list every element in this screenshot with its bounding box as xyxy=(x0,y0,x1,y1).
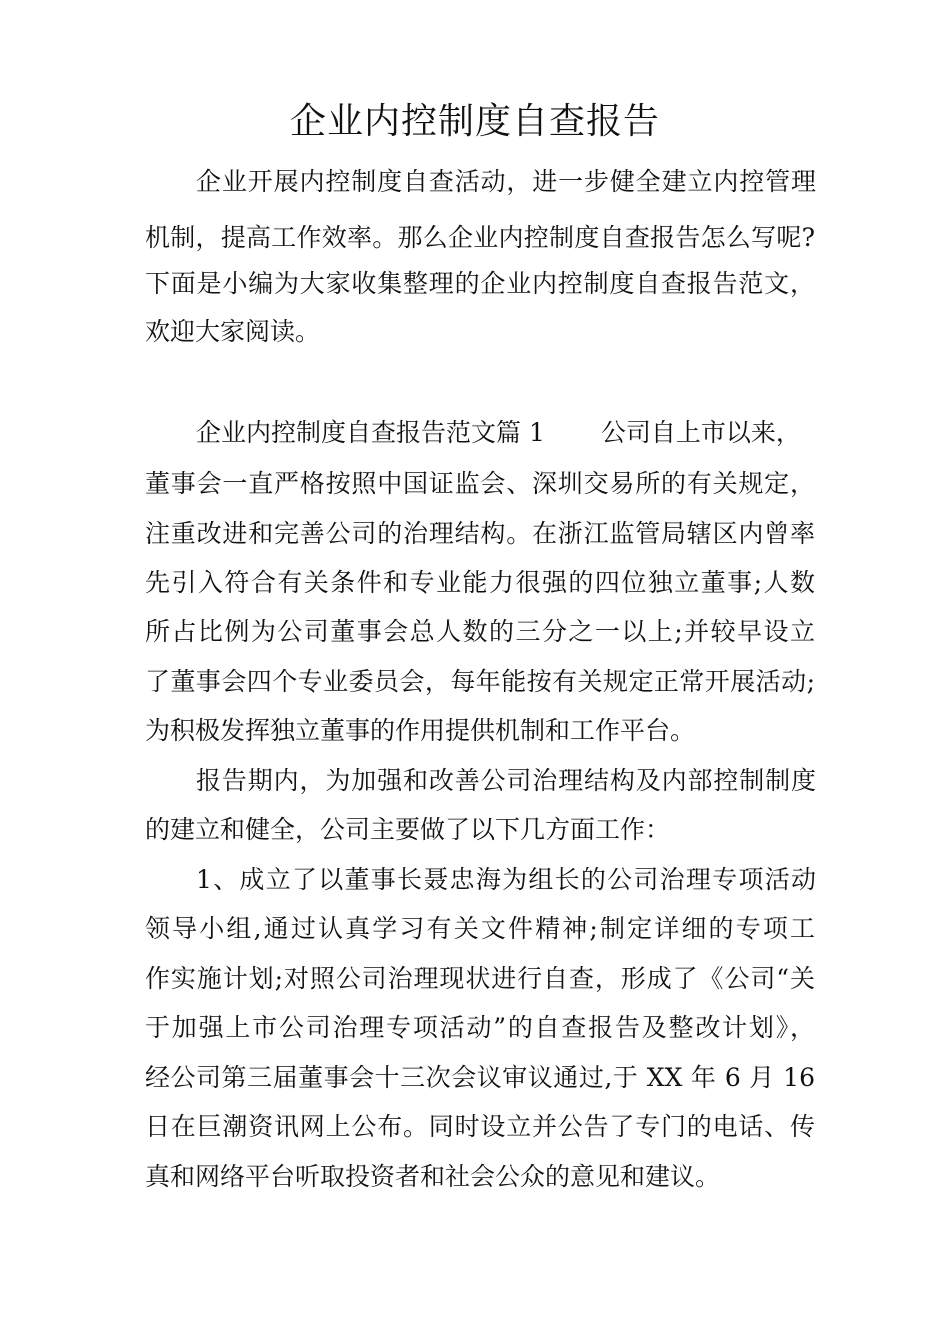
text-line: 报告期内，为加强和改善公司治理结构及内部控制制度 xyxy=(196,766,816,795)
text-line: 领导小组,通过认真学习有关文件精神;制定详细的专项工 xyxy=(145,914,815,943)
section-heading-line xyxy=(196,415,816,451)
document-title: 企业内控制度自查报告 xyxy=(289,101,660,142)
text-line: 企业开展内控制度自查活动，进一步健全建立内控管理 xyxy=(196,167,816,196)
text-line: 机制，提高工作效率。那么企业内控制度自查报告怎么写呢? xyxy=(145,223,815,252)
text-line: 下面是小编为大家收集整理的企业内控制度自查报告范文， xyxy=(145,269,815,298)
text-line: 真和网络平台听取投资者和社会公众的意见和建议。 xyxy=(145,1162,721,1191)
text-line: 先引入符合有关条件和专业能力很强的四位独立董事;人数 xyxy=(145,568,815,597)
text-line: 日在巨潮资讯网上公布。同时设立并公告了专门的电话、传 xyxy=(145,1112,815,1141)
text-line: 于加强上市公司治理专项活动”的自查报告及整改计划》， xyxy=(145,1013,815,1042)
text-line: 欢迎大家阅读。 xyxy=(145,317,321,346)
text-line: 的建立和健全，公司主要做了以下几方面工作： xyxy=(145,815,671,844)
text-fragment: 公司自上市以来， xyxy=(600,418,801,447)
text-line: 经公司第三届董事会十三次会议审议通过,于 XX 年 6 月 16 xyxy=(145,1063,815,1092)
text-line: 注重改进和完善公司的治理结构。在浙江监管局辖区内曾率 xyxy=(145,519,815,548)
text-line: 1、成立了以董事长聂忠海为组长的公司治理专项活动 xyxy=(196,865,816,894)
text-line: 所占比例为公司董事会总人数的三分之一以上;并较早设立 xyxy=(145,617,815,646)
text-line: 为积极发挥独立董事的作用提供机制和工作平台。 xyxy=(145,716,696,745)
text-line: 作实施计划;对照公司治理现状进行自查，形成了《公司“关 xyxy=(145,964,815,993)
text-line: 董事会一直严格按照中国证监会、深圳交易所的有关规定， xyxy=(145,469,815,498)
text-line: 了董事会四个专业委员会，每年能按有关规定正常开展活动; xyxy=(145,667,815,696)
section-heading: 企业内控制度自查报告范文篇 1 xyxy=(196,418,545,447)
